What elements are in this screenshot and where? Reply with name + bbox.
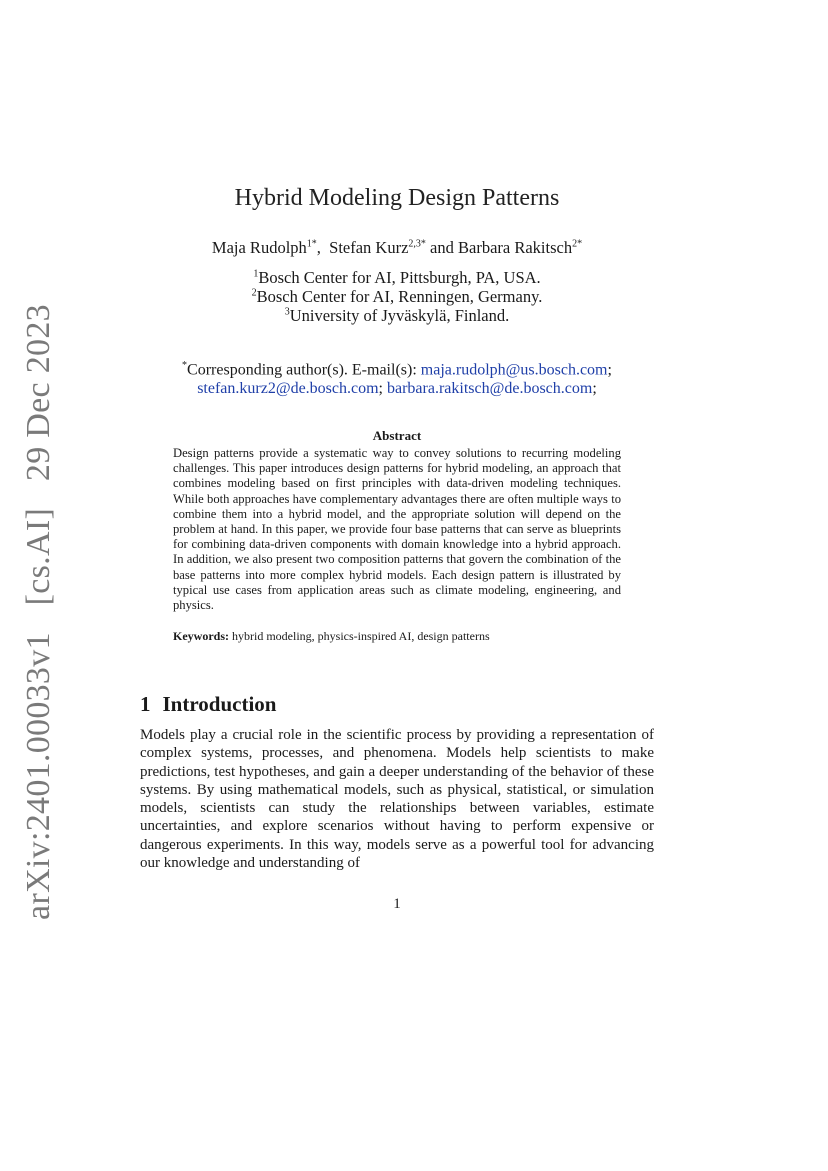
page-number: 1 bbox=[393, 896, 401, 912]
affiliation bbox=[0, 306, 794, 326]
correspondence-line-1 bbox=[0, 360, 794, 379]
section-number: 1 bbox=[140, 692, 151, 716]
email-link[interactable]: barbara.rakitsch@de.bosch.com bbox=[387, 380, 593, 397]
email-link[interactable]: maja.rudolph@us.bosch.com bbox=[420, 361, 608, 379]
affiliation-text: Bosch Center for AI, Renningen, Germany. bbox=[256, 287, 543, 306]
author-name: Stefan Kurz bbox=[329, 238, 409, 257]
author-separator: , bbox=[316, 238, 330, 257]
affiliation bbox=[0, 268, 794, 288]
arxiv-date: 29 Dec 2023 bbox=[20, 304, 58, 482]
paper-title: Hybrid Modeling Design Patterns bbox=[234, 185, 560, 211]
keywords-text: hybrid modeling, physics-inspired AI, design patterns bbox=[229, 629, 490, 643]
correspondence-prefix: Corresponding author(s). E-mail(s): bbox=[187, 361, 421, 379]
email-separator: ; bbox=[592, 380, 597, 397]
keywords-label: Keywords: bbox=[173, 629, 229, 643]
author-list bbox=[0, 238, 794, 258]
email-separator: ; bbox=[378, 380, 383, 397]
arxiv-category: [cs.AI] bbox=[20, 507, 58, 606]
section-paragraph: Models play a crucial role in the scientific process by providing a representation of complex systems, processes, and phenomena. Models help scientists to make predictions, test hypotheses, and gain a deeper understanding of the behavior of these systems. By using mathematical models, such as physical, statistical, or simulation models, scientists can study the relationships between variables, estimate uncertainties, and explore scenarios without having to perform expensive or dangerous experiments. In this way, models serve as a powerful tool for advancing our knowledge and understanding of bbox=[140, 727, 654, 872]
section-body bbox=[140, 726, 654, 872]
author-affiliation-sup: 2* bbox=[572, 238, 583, 250]
affiliation-sup: 1 bbox=[253, 268, 259, 280]
arxiv-stamp bbox=[18, 304, 60, 920]
affiliation bbox=[0, 287, 794, 307]
arxiv-id: arXiv:2401.00033v1 bbox=[20, 632, 58, 920]
author-affiliation-sup: 1* bbox=[306, 238, 317, 250]
affiliation-sup: 3 bbox=[284, 306, 290, 318]
affiliation-text: University of Jyväskylä, Finland. bbox=[289, 306, 510, 325]
abstract-heading: Abstract bbox=[372, 428, 422, 443]
author-separator: and bbox=[425, 238, 458, 257]
section-heading bbox=[140, 692, 276, 717]
email-link[interactable]: stefan.kurz2@de.bosch.com bbox=[197, 380, 379, 397]
author-name: Barbara Rakitsch bbox=[458, 238, 573, 257]
keywords bbox=[173, 629, 621, 644]
email-separator: ; bbox=[607, 361, 612, 379]
affiliation-sup: 2 bbox=[251, 287, 257, 299]
author-affiliation-sup: 2,3* bbox=[408, 238, 426, 250]
section-title: Introduction bbox=[162, 692, 277, 716]
abstract-body bbox=[173, 446, 621, 613]
affiliation-text: Bosch Center for AI, Pittsburgh, PA, USA. bbox=[258, 268, 541, 287]
abstract-text: Design patterns provide a systematic way to convey solutions to recurring modeling challenges. This paper introduces design patterns for hybrid modeling, an approach that combines modeling based on first principles with data-driven modeling techniques. While both approaches have complementary advantages there are often multiple ways to combine them into a hybrid model, and the appropriate solution will depend on the problem at hand. In this paper, we provide four base patterns that can serve as blueprints for combining data-driven components with domain knowledge into a hybrid approach. In addition, we also present two composition patterns that govern the combination of the base patterns into more complex hybrid models. Each design pattern is illustrated by typical use cases from application areas such as climate modeling, engineering, and physics. bbox=[173, 446, 621, 613]
corresponding-marker: * bbox=[182, 360, 188, 371]
correspondence-line-2 bbox=[0, 380, 794, 398]
author-name: Maja Rudolph bbox=[211, 238, 307, 257]
